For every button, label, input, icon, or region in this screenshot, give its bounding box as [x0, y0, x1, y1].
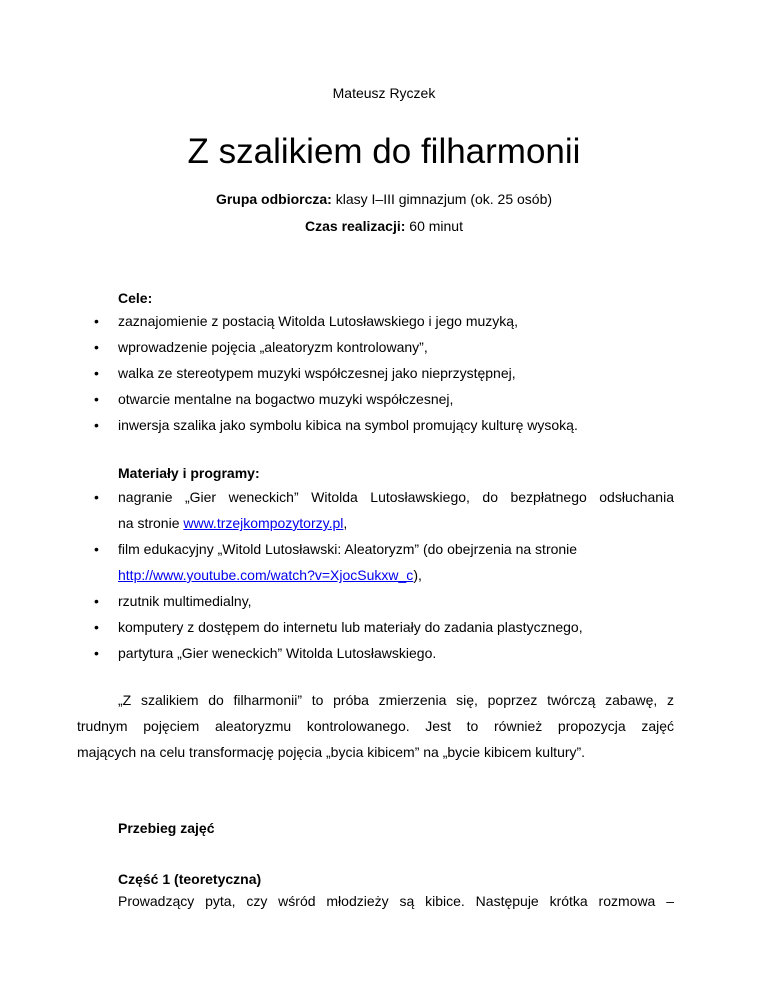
time-line	[0, 218, 768, 234]
goal-item: inwersja szalika jako symbolu kibica na symbol promujący kulturę wysoką.	[118, 417, 578, 433]
material-item: partytura „Gier weneckich” Witolda Lutosławskiego.	[118, 645, 437, 661]
bullet-icon: •	[94, 541, 99, 557]
goals-heading: Cele:	[118, 290, 153, 306]
time-label: Czas realizacji:	[305, 218, 406, 234]
audience-label: Grupa odbiorcza:	[215, 191, 332, 207]
bullet-icon: •	[94, 593, 99, 609]
bullet-icon: •	[94, 365, 99, 381]
material-item-1-line2	[118, 515, 347, 531]
material-item: rzutnik multimedialny,	[118, 593, 252, 609]
bullet-icon: •	[94, 339, 99, 355]
material-item: komputery z dostępem do internetu lub materiały do zadania plastycznego,	[118, 619, 583, 635]
intro-line-3: mających na celu transformację pojęcia „bycia kibicem” na „bycie kibicem kultury”.	[77, 744, 586, 760]
materials-heading: Materiały i programy:	[118, 465, 260, 481]
goal-item: walka ze stereotypem muzyki współczesnej jako nieprzystępnej,	[118, 365, 516, 381]
trzejkompozytorzy-link[interactable]: www.trzejkompozytorzy.pl	[183, 515, 344, 531]
part1-text-line-1: Prowadzący pyta, czy wśród młodzieży są kibice. Następuje krótka rozmowa –	[118, 893, 674, 909]
youtube-link[interactable]: http://www.youtube.com/watch?v=XjocSukxw_c	[118, 567, 414, 583]
goal-item: wprowadzenie pojęcia „aleatoryzm kontrolowany”,	[118, 339, 428, 355]
material-item-2-line2	[118, 567, 422, 583]
intro-line-2: trudnym pojęciem aleatoryzmu kontrolowanego. Jest to również propozycja zajęć	[77, 718, 674, 734]
document-title: Z szalikiem do filharmonii	[187, 132, 581, 171]
bullet-icon: •	[94, 489, 99, 505]
bullet-icon: •	[94, 417, 99, 433]
bullet-icon: •	[94, 313, 99, 329]
audience-line	[0, 191, 768, 207]
material-item-1-line1: nagranie „Gier weneckich” Witolda Lutosławskiego, do bezpłatnego odsłuchania	[118, 489, 674, 505]
goal-item: otwarcie mentalne na bogactwo muzyki współczesnej,	[118, 391, 454, 407]
intro-line-1: „Z szalikiem do filharmonii” to próba zmierzenia się, poprzez twórczą zabawę, z	[118, 692, 674, 708]
material-item-2-suffix: ),	[413, 567, 422, 583]
goal-item: zaznajomienie z postacią Witolda Lutosławskiego i jego muzyką,	[118, 313, 518, 329]
material-item-2-line1: film edukacyjny „Witold Lutosławski: Aleatoryzm” (do obejrzenia na stronie	[118, 541, 578, 557]
material-item-1-suffix: ,	[343, 515, 348, 531]
bullet-icon: •	[94, 391, 99, 407]
course-heading: Przebieg zajęć	[118, 820, 215, 836]
part1-heading: Część 1 (teoretyczna)	[118, 871, 262, 887]
audience-value: klasy I–III gimnazjum (ok. 25 osób)	[335, 191, 553, 207]
author-name: Mateusz Ryczek	[332, 85, 436, 101]
bullet-icon: •	[94, 619, 99, 635]
material-item-1-prefix: na stronie	[118, 515, 184, 531]
bullet-icon: •	[94, 645, 99, 661]
time-value: 60 minut	[409, 218, 463, 234]
